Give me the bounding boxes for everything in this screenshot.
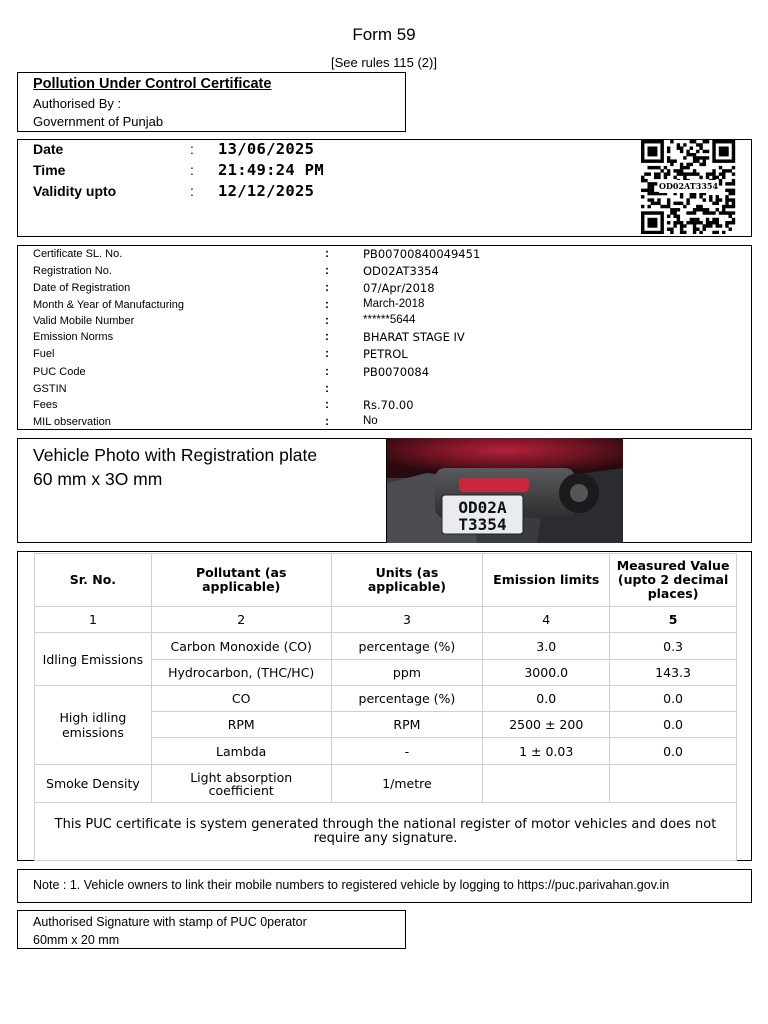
info-colon: : <box>325 246 329 260</box>
info-label: Emission Norms <box>33 331 114 343</box>
info-row <box>18 381 751 398</box>
form-title: Form 59 <box>352 25 416 44</box>
authorised-by-label: Authorised By : <box>33 96 122 111</box>
unit-cell: ppm <box>331 660 483 686</box>
limit-cell: 3000.0 <box>483 660 610 686</box>
info-value: No <box>363 415 378 427</box>
info-row <box>18 329 751 346</box>
idling-group-label: Idling Emissions <box>35 633 152 686</box>
info-label: Fuel <box>33 348 55 360</box>
system-generated-note: This PUC certificate is system generated through the national register of motor vehicles and does not require any signature. <box>35 803 737 861</box>
col-number: 1 <box>35 607 152 633</box>
smoke-group-label: Smoke Density <box>35 765 152 803</box>
table-row <box>35 686 737 712</box>
info-label: Month & Year of Manufacturing <box>33 299 185 311</box>
unit-cell: 1/metre <box>331 765 483 803</box>
info-colon: : <box>325 414 329 428</box>
header-measured: Measured Value (upto 2 decimal places) <box>610 554 737 607</box>
info-value: March-2018 <box>363 298 425 310</box>
table-header-row <box>35 554 737 607</box>
info-label: Date of Registration <box>33 282 131 294</box>
col-number: 4 <box>483 607 610 633</box>
info-colon: : <box>325 346 329 360</box>
header-sr-no: Sr. No. <box>35 554 152 607</box>
unit-cell: percentage (%) <box>331 633 483 660</box>
info-row <box>18 364 751 381</box>
info-colon: : <box>325 280 329 294</box>
high-idling-group-label: High idling emissions <box>35 686 152 765</box>
pollutant-cell: Light absorption coefficient <box>151 765 331 803</box>
info-colon: : <box>325 329 329 343</box>
unit-cell: - <box>331 738 483 765</box>
pollutant-cell: Carbon Monoxide (CO) <box>151 633 331 660</box>
info-value: PETROL <box>363 347 408 361</box>
info-row <box>18 263 751 280</box>
col-number: 3 <box>331 607 483 633</box>
col-number: 2 <box>151 607 331 633</box>
info-value: ******5644 <box>363 314 416 326</box>
note-text: Note : 1. Vehicle owners to link their mobile numbers to registered vehicle by logging to https://puc.parivahan.gov.in <box>33 878 670 892</box>
date-label: Date <box>33 141 64 157</box>
info-colon: : <box>325 381 329 395</box>
measured-cell: 143.3 <box>610 660 737 686</box>
info-value: PB00700840049451 <box>363 247 481 261</box>
signature-line2: 60mm x 20 mm <box>33 933 120 947</box>
info-value: 07/Apr/2018 <box>363 281 435 295</box>
qr-code-icon <box>639 140 737 234</box>
pollutant-cell: Hydrocarbon, (THC/HC) <box>151 660 331 686</box>
table-footer-row <box>35 803 737 861</box>
col-number: 5 <box>610 607 737 633</box>
info-value: PB0070084 <box>363 365 430 379</box>
info-colon: : <box>325 397 329 411</box>
pollutant-cell: CO <box>151 686 331 712</box>
form-rules: [See rules 115 (2)] <box>331 55 437 70</box>
pollutant-cell: RPM <box>151 712 331 738</box>
date-value: 13/06/2025 <box>218 140 315 158</box>
datetime-box <box>17 139 752 237</box>
certificate-header-box <box>17 72 406 132</box>
emissions-table <box>34 553 737 861</box>
info-label: GSTIN <box>33 383 67 395</box>
info-row <box>18 397 751 414</box>
info-colon: : <box>325 364 329 378</box>
info-label: MIL observation <box>33 416 111 428</box>
validity-colon: : <box>190 183 194 199</box>
info-label: PUC Code <box>33 366 86 378</box>
signature-box <box>17 910 406 949</box>
info-colon: : <box>325 297 329 311</box>
unit-cell: RPM <box>331 712 483 738</box>
info-row <box>18 280 751 297</box>
info-row <box>18 313 751 330</box>
photo-caption-line1: Vehicle Photo with Registration plate <box>33 445 318 465</box>
validity-label: Validity upto <box>33 183 117 199</box>
column-number-row <box>35 607 737 633</box>
pollutant-cell: Lambda <box>151 738 331 765</box>
info-row <box>18 297 751 314</box>
info-value: BHARAT STAGE IV <box>363 330 465 344</box>
validity-value: 12/12/2025 <box>218 182 315 200</box>
info-label: Valid Mobile Number <box>33 315 135 327</box>
limit-cell: 3.0 <box>483 633 610 660</box>
photo-caption <box>33 443 317 491</box>
vehicle-photo-box <box>17 438 752 543</box>
time-value: 21:49:24 PM <box>218 161 324 179</box>
info-row <box>18 246 751 263</box>
time-colon: : <box>190 162 194 178</box>
table-row <box>35 633 737 660</box>
table-row <box>35 765 737 803</box>
info-label: Registration No. <box>33 265 112 277</box>
emissions-box <box>17 551 752 861</box>
authority-name: Government of Punjab <box>33 114 164 129</box>
info-row <box>18 346 751 363</box>
certificate-heading: Pollution Under Control Certificate <box>33 76 272 92</box>
date-colon: : <box>190 141 194 157</box>
photo-caption-line2: 60 mm x 3O mm <box>33 469 163 489</box>
plate-text-line2: T3354 <box>458 515 507 534</box>
qr-code-text: OD02AT3354 <box>659 181 719 191</box>
header-limits: Emission limits <box>483 554 610 607</box>
limit-cell: 1 ± 0.03 <box>483 738 610 765</box>
info-label: Fees <box>33 399 58 411</box>
vehicle-info-box <box>17 245 752 430</box>
limit-cell <box>483 765 610 803</box>
measured-cell: 0.3 <box>610 633 737 660</box>
note-box <box>17 869 752 903</box>
info-colon: : <box>325 263 329 277</box>
limit-cell: 2500 ± 200 <box>483 712 610 738</box>
info-value: OD02AT3354 <box>363 264 439 278</box>
vehicle-photo <box>386 438 623 543</box>
measured-cell: 0.0 <box>610 738 737 765</box>
header-pollutant: Pollutant (as applicable) <box>151 554 331 607</box>
info-value: Rs.70.00 <box>363 398 414 412</box>
info-row <box>18 414 751 431</box>
measured-cell: 0.0 <box>610 686 737 712</box>
signature-line1: Authorised Signature with stamp of PUC 0perator <box>33 915 307 929</box>
info-label: Certificate SL. No. <box>33 248 123 260</box>
plate-text-line1: OD02A <box>458 498 507 517</box>
info-colon: : <box>325 313 329 327</box>
time-label: Time <box>33 162 66 178</box>
limit-cell: 0.0 <box>483 686 610 712</box>
unit-cell: percentage (%) <box>331 686 483 712</box>
measured-cell <box>610 765 737 803</box>
header-units: Units (as applicable) <box>331 554 483 607</box>
measured-cell: 0.0 <box>610 712 737 738</box>
